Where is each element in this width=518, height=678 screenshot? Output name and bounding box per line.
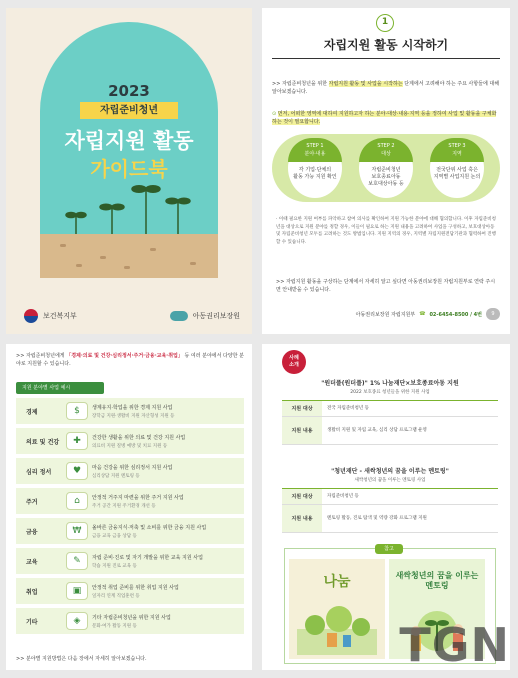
list-item: 주거 ⌂ 안정적 거주지 마련을 위한 주거 지원 사업 주거 공간 지원 주거환경 개선 등 xyxy=(16,488,244,514)
poster-image-2: 새싹청년의 꿈을 이루는 멘토링 xyxy=(389,559,485,659)
list-item: 기타 ◈ 기타 자립준비청년을 위한 지원 사업 문화·여가 활동 지원 등 xyxy=(16,608,244,634)
agency-mark-icon xyxy=(170,311,188,321)
table-row: 지원 대상 전국 자립준비청년 등 xyxy=(282,401,498,417)
reference-label: 참고 xyxy=(375,544,403,554)
case1-subtitle: 2022 보호종료 청년들을 위한 지원 사업 xyxy=(350,390,430,395)
heart-icon: ♥ xyxy=(66,462,88,480)
cover-ribbon: 자립준비청년 xyxy=(80,102,178,119)
list-item: 금융 ₩ 올바른 금융지식·저축 및 소비를 위한 금융 지원 사업 금융 교육 금융 상담 등 xyxy=(16,518,244,544)
areas-list xyxy=(16,398,244,638)
cover-page xyxy=(6,8,252,334)
table-row: 지원 대상 자립준비청년 등 xyxy=(282,489,498,505)
cover-arch xyxy=(40,22,218,278)
coin-hand-icon: $ xyxy=(66,402,88,420)
table-row: 지원 내용 생활비 지원 및 자립 교육, 심리 상담 프로그램 운영 xyxy=(282,417,498,445)
intro-text: >> 자립준비청년을 위한 자립지원 활동 및 사업을 시작하는 단계에서 고려해야 하는 주요 사항들에 대해 알아보겠습니다. xyxy=(272,81,500,95)
list-item: 취업 ▣ 안정적 취업 준비를 위한 취업 지원 사업 일자리 연계 직업훈련 등 xyxy=(16,578,244,604)
highlight-text: ⊙ 먼저, 어떠한 영역에 대하여 지원하고자 하는 분야·대상·내용·지역 등을 정하여 사업 및 활동을 구체화하는 것이 필요합니다. xyxy=(272,111,497,125)
table-row: 지원 내용 멘토링 활동, 진로 탐색 및 역량 강화 프로그램 지원 xyxy=(282,505,498,533)
ministry-name: 보건복지부 xyxy=(43,312,77,320)
section-title: 자립지원 활동 시작하기 xyxy=(323,38,449,52)
areas-tab-label: 지원 분야별 사업 예시 xyxy=(16,382,104,394)
contact-info: 아동권리보장원 자립지원부 ☎ 02-6454-8500 / 4번 9 xyxy=(356,308,500,320)
guide-page-start xyxy=(262,8,510,334)
cover-logos xyxy=(24,306,240,326)
case2-table xyxy=(282,488,498,533)
areas-footer: >> 분야별 지원방법은 다음 장에서 자세히 알아보겠습니다. xyxy=(16,656,147,662)
step-3: STEP 3 지역 전국단위 사업 혹은 지역별 사업지원 논의 xyxy=(430,138,484,198)
tip-text: >> 자립지원 활동을 구상하는 단계에서 자세히 알고 싶다면 아동권리보장원 자립지원부로 연락 주시면 안내받을 수 있습니다. xyxy=(276,279,496,293)
case1-title: "원더풀(원더풀)" 1% 나눔재단×보호종료아동 지원 xyxy=(321,380,459,387)
page-number: 9 xyxy=(486,308,500,320)
list-item: 심리 정서 ♥ 마음 건강을 위한 심리정서 지원 사업 심리상담 지원 멘토링 등 xyxy=(16,458,244,484)
agency-logo xyxy=(170,311,240,321)
notes-text: · 이때 필요한 지원 여부를 파악하고 참여 의사를 확인하여 지원 가능한 분야에 대해 협의합니다. 이후 자립준비청년을 대상으로 지원 분야를 정할 경우, 이들이 필요로 하는 지원 내용을 고려하여 사업을 구성하고, 보호대상아동 및 자립준비청년 모두를 고려하는 것도 방법입니다. 지원 지역의 경우, 지역별 자립지원전담기관과 협력하여 진행할 수 있습니다. xyxy=(276,217,496,245)
list-item: 경제 $ 생계유지·학업을 위한 경제 지원 사업 장학금 지원·생활비 지원 자산형성 지원 등 xyxy=(16,398,244,424)
watermark-logo: TGN xyxy=(399,618,510,672)
case1-table xyxy=(282,400,498,445)
cover-year: 2023 xyxy=(108,82,150,100)
poster-image-1: 나눔 xyxy=(289,559,385,659)
sprouts-illustration xyxy=(40,168,218,238)
section-number: 1 xyxy=(376,14,394,32)
briefcase-icon: ▣ xyxy=(66,582,88,600)
case2-subtitle: 새싹청년의 꿈을 이루는 멘토링 사업 xyxy=(354,478,426,483)
support-areas-page xyxy=(6,344,252,670)
cover-title: 자립지원 활동 xyxy=(64,129,194,153)
book-icon: ✎ xyxy=(66,552,88,570)
cover-subtitle: 가이드북 xyxy=(90,157,168,181)
house-icon: ⌂ xyxy=(66,492,88,510)
health-shield-icon: ✚ xyxy=(66,432,88,450)
case2-title: "청년재단 - 새싹청년의 꿈을 이루는 멘토링" xyxy=(331,468,449,475)
taegeuk-icon xyxy=(24,309,38,323)
areas-intro: >> 자립준비청년에게 「경제·의료 및 건강·심리정서·주거·금융·교육·취업」 등 여러 분야에서 다양한 분야로 지원할 수 있습니다. xyxy=(16,353,244,367)
list-item: 의료 및 건강 ✚ 건강한 생활을 위한 의료 및 건강 지원 사업 의료비 지원 질병 예방 및 치료 지원 등 xyxy=(16,428,244,454)
divider xyxy=(272,58,500,59)
step-1: STEP 1 분야·내용 각 기업·단체의 활동 가능 지원 확인 xyxy=(288,138,342,198)
case-badge: 사례 소개 xyxy=(282,350,306,374)
agency-name: 아동권리보장원 xyxy=(192,312,240,320)
bank-icon: ₩ xyxy=(66,522,88,540)
list-item: 교육 ✎ 자립 준비·진로 및 자기 개발을 위한 교육 지원 사업 학습 지원 진로 교육 등 xyxy=(16,548,244,574)
box-icon: ◈ xyxy=(66,612,88,630)
step-2: STEP 2 대상 자립준비청년 보호종료아동 보호대상아동 등 xyxy=(359,138,413,198)
soil-ground xyxy=(40,234,218,278)
ministry-logo xyxy=(24,309,77,323)
